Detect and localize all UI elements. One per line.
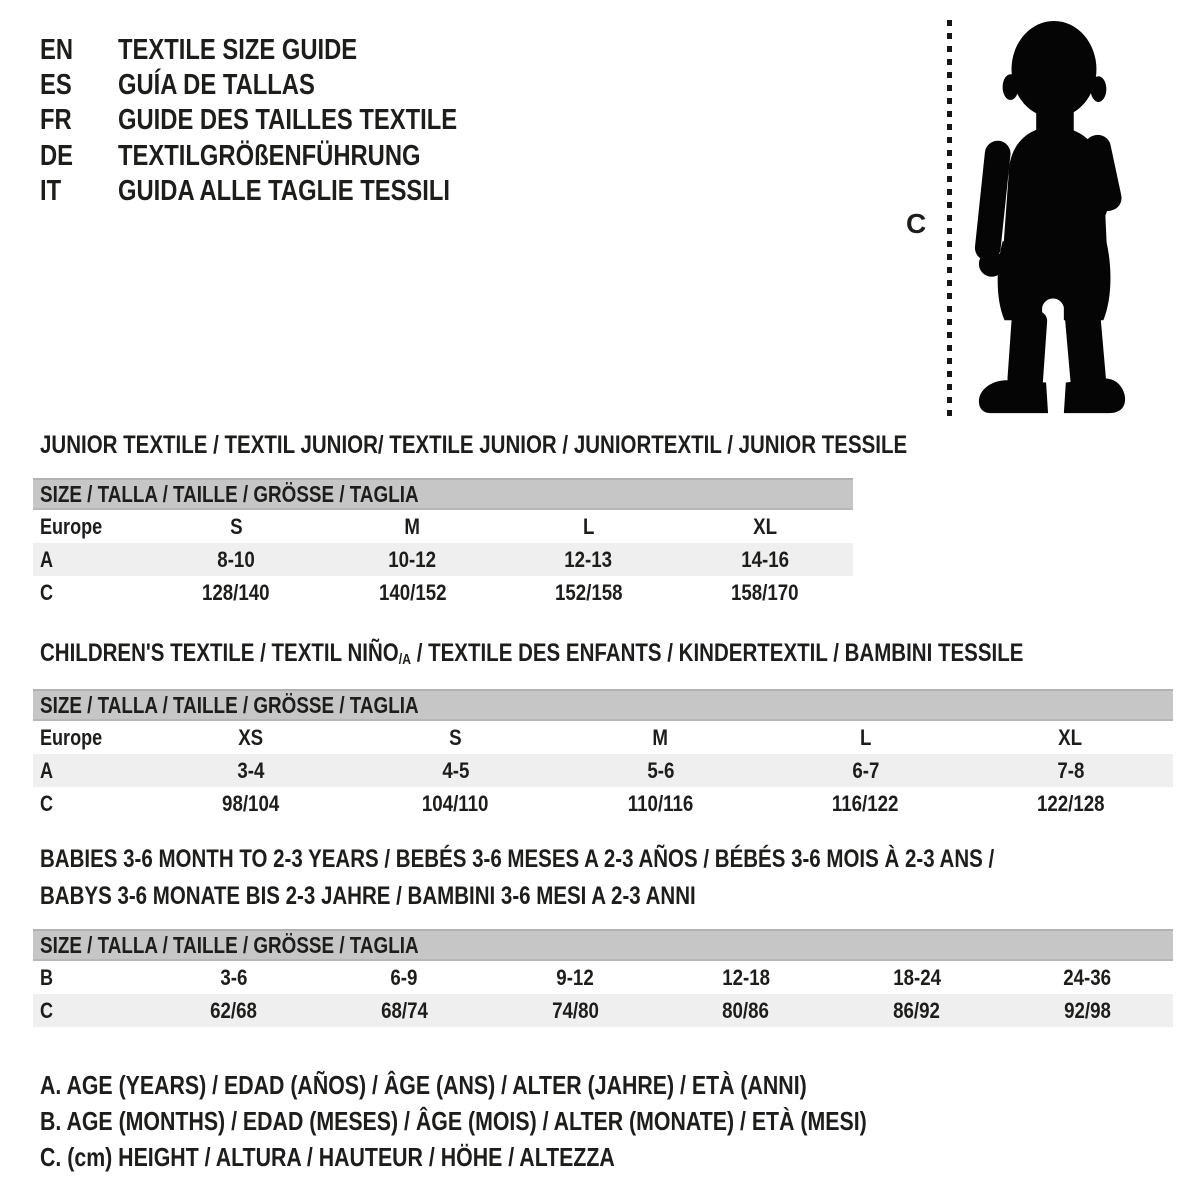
- size-cell: 24-36: [1063, 964, 1112, 990]
- size-cell: 12-18: [721, 964, 770, 990]
- row-label: Europe: [40, 513, 103, 539]
- lang-row-es: [40, 71, 358, 100]
- size-cell: S: [229, 513, 243, 539]
- size-cell: 116/122: [832, 790, 899, 816]
- size-cell: 7-8: [1056, 757, 1085, 783]
- size-cell: 122/128: [1036, 790, 1105, 816]
- size-cell: 5-6: [646, 757, 675, 783]
- size-cell: 104/110: [422, 790, 489, 816]
- toddler-silhouette-icon: [962, 16, 1142, 421]
- lang-code: FR: [40, 104, 72, 136]
- row-label: C: [40, 790, 54, 816]
- size-cell: 3-6: [219, 964, 247, 990]
- size-cell: 10-12: [388, 546, 437, 572]
- size-cell: M: [404, 513, 421, 539]
- size-cell: 9-12: [556, 964, 594, 990]
- footnote-c: C. (cm) HEIGHT / ALTURA / HAUTEUR / HÖHE / ALTEZZA: [40, 1142, 615, 1172]
- size-cell: 128/140: [202, 579, 270, 605]
- table-row-age-months: [33, 961, 1173, 994]
- lang-code: DE: [40, 140, 74, 172]
- size-cell: 6-7: [851, 757, 880, 783]
- size-cell: 62/68: [210, 997, 257, 1023]
- row-label: A: [40, 546, 54, 572]
- size-cell: 140/152: [378, 579, 447, 605]
- children-section-heading: CHILDREN'S TEXTILE / TEXTIL NIÑO/A / TEXTILE DES ENFANTS / KINDERTEXTIL / BAMBINI TESSILE: [40, 639, 1024, 668]
- size-cell: 8-10: [217, 546, 255, 572]
- size-cell: 12-13: [564, 546, 613, 572]
- size-cell: XL: [752, 513, 777, 539]
- row-label: A: [40, 757, 54, 783]
- size-cell: XS: [238, 724, 263, 750]
- size-cell: 74/80: [551, 997, 599, 1023]
- size-cell: 98/104: [221, 790, 280, 816]
- table-row-europe: [33, 721, 1173, 754]
- junior-section-heading: JUNIOR TEXTILE / TEXTIL JUNIOR/ TEXTILE JUNIOR / JUNIORTEXTIL / JUNIOR TESSILE: [40, 431, 908, 459]
- size-cell: 110/116: [627, 790, 694, 816]
- size-header-bar: SIZE / TALLA / TAILLE / GRÖSSE / TAGLIA: [33, 929, 1173, 961]
- height-measure-label: C: [906, 208, 927, 239]
- size-cell: 14-16: [740, 546, 789, 572]
- size-cell: 18-24: [892, 964, 941, 990]
- table-row-age: [33, 543, 853, 576]
- lang-code: EN: [40, 34, 74, 66]
- table-row-height: [33, 787, 1173, 820]
- size-cell: 80/86: [722, 997, 770, 1023]
- footnote-a: A. AGE (YEARS) / EDAD (AÑOS) / ÂGE (ANS) / ALTER (JAHRE) / ETÀ (ANNI): [40, 1070, 807, 1100]
- table-row-height: [33, 576, 853, 609]
- size-cell: 3-4: [236, 757, 265, 783]
- footnote-b: B. AGE (MONTHS) / EDAD (MESES) / ÂGE (MOIS) / ALTER (MONATE) / ETÀ (MESI): [40, 1106, 867, 1136]
- lang-row-en: [40, 36, 410, 65]
- row-label: B: [40, 964, 54, 990]
- size-cell: L: [859, 724, 872, 750]
- size-cell: XL: [1058, 724, 1083, 750]
- row-label: C: [40, 997, 54, 1023]
- lang-title: GUÍA DE TALLAS: [118, 69, 315, 101]
- row-label: Europe: [40, 724, 103, 750]
- lang-row-it: [40, 177, 523, 206]
- size-cell: 4-5: [441, 757, 470, 783]
- babies-section-heading-line1: BABIES 3-6 MONTH TO 2-3 YEARS / BEBÉS 3-6 MESES A 2-3 AÑOS / BÉBÉS 3-6 MOIS À 2-3 ANS /: [40, 845, 995, 873]
- lang-code: ES: [40, 69, 72, 101]
- size-cell: 86/92: [893, 997, 941, 1023]
- lang-title: TEXTILGRÖßENFÜHRUNG: [118, 140, 421, 172]
- size-cell: L: [582, 513, 595, 539]
- size-cell: 68/74: [380, 997, 428, 1023]
- height-measure-dashed-line: [947, 20, 952, 416]
- lang-title: GUIDA ALLE TAGLIE TESSILI: [118, 175, 451, 207]
- lang-row-de: [40, 142, 487, 171]
- babies-section-heading-line2: BABYS 3-6 MONATE BIS 2-3 JAHRE / BAMBINI 3-6 MESI A 2-3 ANNI: [40, 882, 696, 910]
- size-cell: M: [652, 724, 669, 750]
- size-cell: S: [449, 724, 462, 750]
- size-cell: 92/98: [1064, 997, 1111, 1023]
- size-header-bar: SIZE / TALLA / TAILLE / GRÖSSE / TAGLIA: [33, 689, 1173, 721]
- table-row-europe: [33, 510, 853, 543]
- lang-title: GUIDE DES TAILLES TEXTILE: [118, 104, 458, 136]
- babies-size-table: [33, 929, 1173, 1027]
- size-header-bar: SIZE / TALLA / TAILLE / GRÖSSE / TAGLIA: [33, 478, 853, 510]
- table-row-height: [33, 994, 1173, 1027]
- row-label: C: [40, 579, 54, 605]
- size-cell: 158/170: [731, 579, 799, 605]
- lang-code: IT: [40, 175, 62, 207]
- size-cell: 6-9: [390, 964, 418, 990]
- size-cell: 152/158: [554, 579, 623, 605]
- junior-size-table: [33, 478, 853, 609]
- children-size-table: [33, 689, 1173, 820]
- lang-row-fr: [40, 106, 532, 135]
- table-row-age: [33, 754, 1173, 787]
- lang-title: TEXTILE SIZE GUIDE: [118, 34, 358, 66]
- nino-a-subscript: /A: [398, 650, 412, 668]
